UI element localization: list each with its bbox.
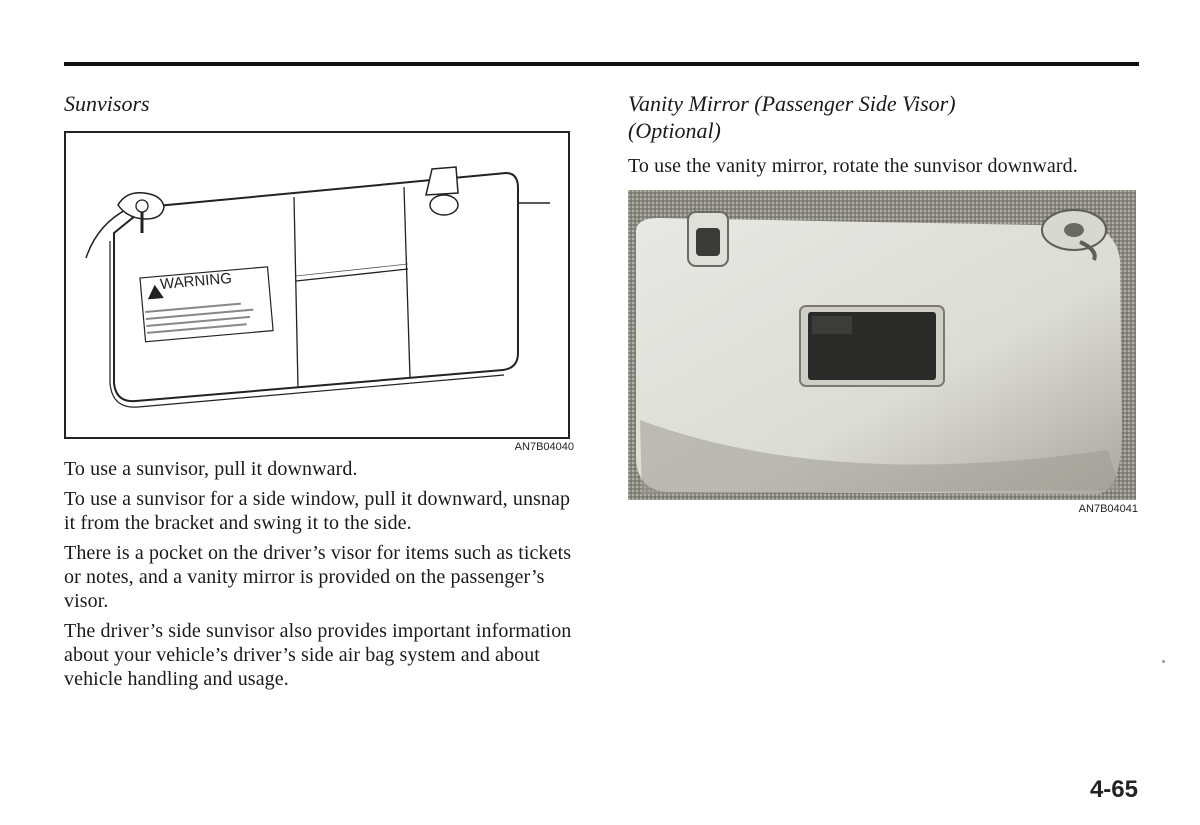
figure-code-right: AN7B04041 [1078, 503, 1138, 515]
sunvisor-paragraph-2: To use a sunvisor for a side window, pull it downward, unsnap it from the bracket and swing it to the side. [64, 488, 571, 534]
sunvisor-illustration [64, 131, 570, 439]
sunvisors-heading: Sunvisors [64, 91, 150, 116]
vanity-mirror-photo-drawing [628, 190, 1136, 500]
sunvisor-paragraph-3: There is a pocket on the driver’s visor for items such as tickets or notes, and a vanity mirror is provided on the passenger’s visor. [64, 542, 572, 612]
vanity-mirror-heading [628, 90, 1138, 144]
vanity-mirror-photo [628, 190, 1136, 500]
header-rule [64, 62, 1139, 66]
vanity-mirror-paragraph: To use the vanity mirror, rotate the sunvisor downward. [628, 155, 1078, 177]
sunvisor-paragraph-4: The driver’s side sunvisor also provides important information about your vehicle’s driver’s side air bag system and about vehicle handling and usage. [64, 620, 572, 690]
vanity-mirror-heading-line1: Vanity Mirror (Passenger Side Visor) [628, 91, 956, 116]
speck [1162, 660, 1165, 663]
vanity-mirror-heading-line2: (Optional) [628, 118, 721, 143]
sunvisor-paragraph-1: To use a sunvisor, pull it downward. [64, 458, 358, 480]
sunvisors-section [64, 90, 576, 697]
vanity-mirror-section [628, 90, 1138, 515]
sunvisor-drawing [66, 133, 568, 437]
figure-code-left: AN7B04040 [514, 441, 574, 453]
page-number: 4-65 [1089, 776, 1138, 803]
warning-label-text: WARNING [159, 269, 233, 294]
